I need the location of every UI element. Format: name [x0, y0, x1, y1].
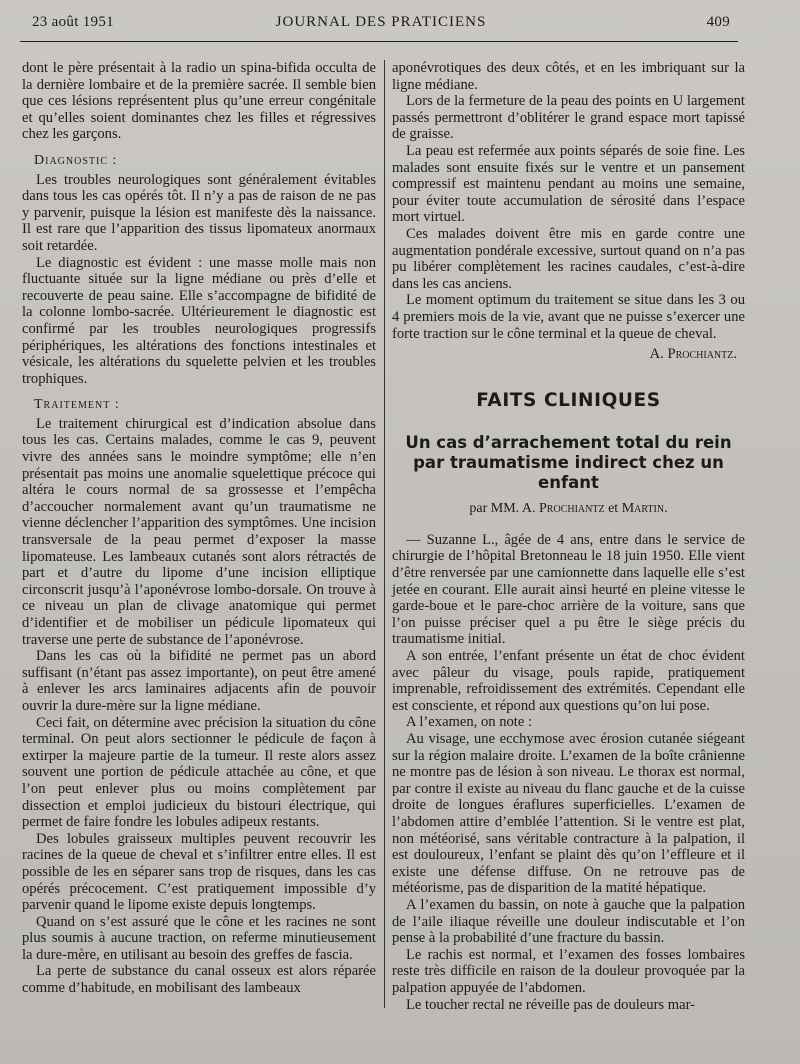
article-title-line: par traumatisme indirect chez un enfant [413, 453, 724, 493]
issue-date: 23 août 1951 [32, 14, 114, 30]
paragraph: La peau est refermée aux points séparés de soie fine. Les malades sont ensuite fixés sur le ventre et un pansement compressif est maintenu pendant au moins une semaine, pour éviter toute accumulation de sérosité dans l’espace mort virtuel. [392, 142, 745, 226]
paragraph: dont le père présentait à la radio un spina-bifida occulta de la dernière lombaire et de la première sacrée. Il semble bien que ces lésions représentent plus qu’une erreur congénitale et qu’elles soient dominantes chez les filles et régressives chez les garçons. [22, 60, 376, 143]
column-divider [384, 60, 385, 1008]
page-number: 409 [706, 14, 730, 30]
paragraph: Des lobules graisseux multiples peuvent recouvrir les racines de la queue de cheval et s’infiltrer entre elles. Il est possible de les en séparer sans trop de risques, dans les cas opérés précocement. C’est pratiquement impossible d’y parvenir quand le lipome existe depuis longtemps. [22, 830, 376, 914]
paragraph: A l’examen du bassin, on note à gauche que la palpation de l’aile iliaque réveille une douleur indiscutable et l’on pense à la probabilité d’une fracture du bassin. [392, 896, 745, 947]
header-rule [20, 41, 738, 42]
byline-author: Martin [621, 501, 665, 517]
article-title [392, 433, 745, 493]
paragraph: Dans les cas où la bifidité ne permet pas un abord suffisant (n’étant pas assez importante), on peut être amené à enlever les arcs laminaires adjacents afin de pouvoir ouvrir la dure-mère sur la ligne médiane. [22, 648, 376, 714]
byline-author: Prochiantz [539, 501, 605, 517]
article-title-line: Un cas d’arrachement total du rein [405, 433, 732, 453]
paragraph: Le diagnostic est évident : une masse molle mais non fluctuante située sur la ligne médiane ou près d’elle et recouverte de peau saine. Elle s’accompagne de bifidité de la colonne lombo-sacrée. Ultérieurement le diagnostic est confirmé par les troubles neurologiques progressifs périphériques, les altérations des fonctions intestinales et vésicale, les altérations du squelette pelvien et les troubles trophiques. [22, 254, 376, 387]
paragraph: Ceci fait, on détermine avec précision la situation du cône terminal. On peut alors sectionner le pédicule de façon à extirper la majeure partie de la tumeur. Il reste alors assez souvent une portion de pédicule attachée au cône, et que l’on peut enlever plus ou moins complètement par dissection et emploi judicieux du bistouri électrique, qui permet de faire fondre les lobules adipeux restants. [22, 714, 376, 831]
page-header [32, 14, 730, 36]
paragraph: Ces malades doivent être mis en garde contre une augmentation pondérale excessive, surtout quand on n’a pas pu libérer complètement les racines caudales, c’est-à-dire dans les cas anciens. [392, 225, 745, 292]
paragraph: Le toucher rectal ne réveille pas de douleurs mar- [406, 996, 696, 1013]
paragraph: Les troubles neurologiques sont généralement évitables dans tous les cas opérés tôt. Il n’y a pas de raison de ne pas y parvenir, puisque la lésion est manifeste dès la naissance. Il est rare que l’apparition des tissus lipomateux anormaux soit retardée. [22, 171, 376, 254]
paragraph: Lors de la fermeture de la peau des points en U largement passés permettront d’oblitérer le grand espace mort tapissé de graisse. [392, 93, 745, 143]
paragraph: Le rachis est normal, et l’examen des fosses lombaires reste très difficile en raison de la douleur provoquée par la palpation appuyée de l’abdomen. [392, 946, 745, 996]
journal-title: JOURNAL DES PRATICIENS [275, 14, 487, 30]
paragraph: La perte de substance du canal osseux est alors réparée comme d’habitude, en mobilisant des lambeaux [22, 963, 376, 997]
left-column [22, 60, 376, 997]
paragraph: — Suzanne L., âgée de 4 ans, entre dans le service de chirurgie de l’hôpital Bretonneau le 18 juin 1950. Elle vient d’être renversée par une camionnette dans laquelle elle s’est jetée en courant. Elle aurait ainsi heurté en pleine vitesse le garde-boue et le pare-choc arrière de la voiture, sans que l’on puisse préciser quel a pu être le siège précis du traumatisme initial. [392, 531, 745, 648]
right-column [392, 60, 745, 1013]
paragraph: Au visage, une ecchymose avec érosion cutanée siégeant sur la région malaire droite. L’examen de la boîte crânienne ne montre pas de lésion à son niveau. Le thorax est normal, par contre il existe au niveau du flanc gauche et de la cuisse droite de longues éraflures superficielles. L’examen de l’abdomen attire d’emblée l’attention. Si le ventre est plat, non météorisé, sans véritable contracture à la palpation, il est douloureux, l’enfant se plaint dès qu’on l’effleure et il existe une défense diffuse. On ne retrouve pas de météorisme, pas de disparition de la matité hépatique. [392, 731, 745, 897]
section-title: FAITS CLINIQUES [476, 389, 661, 411]
byline-suffix: . [664, 501, 668, 517]
paragraph: A son entrée, l’enfant présente un état de choc évident avec pâleur du visage, pouls rapide, pratiquement imprenable, refroidissement des extrémités. Cependant elle est consciente, et répond aux questions qu’on lui pose. [392, 648, 745, 714]
author-signature: A. Prochiantz. [649, 346, 737, 363]
byline-prefix: par MM. A. [469, 501, 540, 517]
diagnostic-heading: Diagnostic : [34, 152, 118, 168]
paragraph: A l’examen, on note : [406, 714, 533, 731]
paragraph: Le traitement chirurgical est d’indication absolue dans tous les cas. Certains malades, comme le cas 9, peuvent vivre des années sans le moindre symptôme; elle n’en présentait pas moins une anomalie squelettique précoce qui altéra le cours normal de sa grossesse et l’empêcha d’accoucher normalement avant qu’un traumatisme ne vienne déclencher l’apparition des symptômes. Une incision transversale de la peau permet d’exposer la masse lipomateuse. Les lambeaux cutanés sont alors rétractés de part et d’autre du lipome d’une incision elliptique circonscrit jusqu’à l’aponévrose lombo-dorsale. On trouve à ce niveau un plan de clivage anatomique qui permet d’identifier et de mobiliser un pédicule lipomateux qui traverse une perte de substance de l’aponévrose. [22, 415, 376, 648]
byline-conjunction: et [604, 501, 622, 517]
paragraph: aponévrotiques des deux côtés, et en les imbriquant sur la ligne médiane. [392, 60, 745, 93]
traitement-heading: Traitement : [34, 397, 120, 413]
byline [392, 501, 745, 518]
paragraph: Le moment optimum du traitement se situe dans les 3 ou 4 premiers mois de la vie, avant que ne puisse s’exercer une forte traction sur le cône terminal et la queue de cheval. [392, 292, 745, 342]
paragraph: Quand on s’est assuré que le cône et les racines ne sont plus soumis à aucune traction, on referme minutieusement la dure-mère, en utilisant au besoin des greffes de fascia. [22, 913, 376, 963]
